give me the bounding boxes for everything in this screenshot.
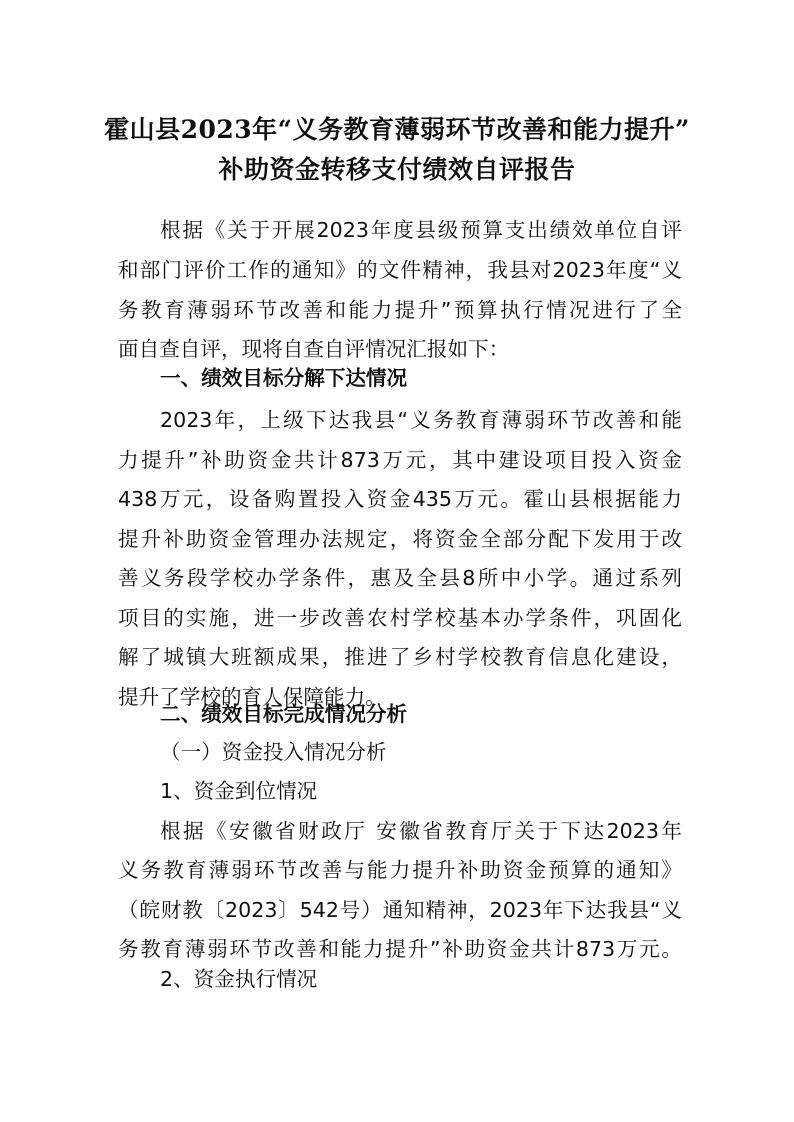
section-1-paragraph-line: 438万元，设备购置投入资金435万元。霍山县根据能力 — [118, 487, 682, 511]
section-1-paragraph-line: 项目的实施，进一步改善农村学校基本办学条件，巩固化 — [118, 606, 682, 630]
item-2-heading: 2、资金执行情况 — [160, 967, 318, 991]
section-1-paragraph-line: 提升了学校的育人保障能力。 — [118, 685, 386, 709]
section-1-paragraph-line: 善义务段学校办学条件，惠及全县8所中小学。通过系列 — [118, 566, 682, 590]
section-1-paragraph-line: 解了城镇大班额成果，推进了乡村学校教育信息化建设， — [118, 645, 682, 669]
section-1-paragraph-line: 力提升”补助资金共计873万元，其中建设项目投入资金 — [118, 448, 682, 472]
item-1-heading: 1、资金到位情况 — [160, 779, 318, 803]
section-1-paragraph-line: 2023年，上级下达我县“义务教育薄弱环节改善和能 — [160, 408, 682, 432]
report-title-line-1: 霍山县2023年“义务教育薄弱环节改善和能力提升” — [104, 115, 690, 144]
report-title-line-2: 补助资金转移支付绩效自评报告 — [218, 155, 576, 184]
item-1-paragraph-line: 务教育薄弱环节改善和能力提升”补助资金共计873万元。 — [118, 937, 682, 961]
section-1-paragraph-line: 提升补助资金管理办法规定，将资金全部分配下发用于改 — [118, 527, 682, 551]
intro-paragraph-line: 面自查自评，现将自查自评情况汇报如下： — [118, 337, 510, 361]
item-1-paragraph-line: 义务教育薄弱环节改善与能力提升补助资金预算的通知》 — [118, 858, 682, 882]
item-1-paragraph-line: （皖财教〔2023〕542号）通知精神，2023年下达我县“义 — [118, 898, 682, 922]
section-2-heading: 二、绩效目标完成情况分析 — [160, 702, 408, 726]
intro-paragraph-line: 和部门评价工作的通知》的文件精神，我县对2023年度“义 — [118, 258, 682, 282]
section-1-heading: 一、绩效目标分解下达情况 — [160, 366, 408, 390]
intro-paragraph-line: 务教育薄弱环节改善和能力提升”预算执行情况进行了全 — [118, 298, 682, 322]
item-1-paragraph-line: 根据《安徽省财政厅 安徽省教育厅关于下达2023年 — [160, 819, 682, 843]
subsection-1-heading: （一）资金投入情况分析 — [160, 740, 387, 764]
intro-paragraph-line: 根据《关于开展2023年度县级预算支出绩效单位自评 — [160, 218, 682, 242]
